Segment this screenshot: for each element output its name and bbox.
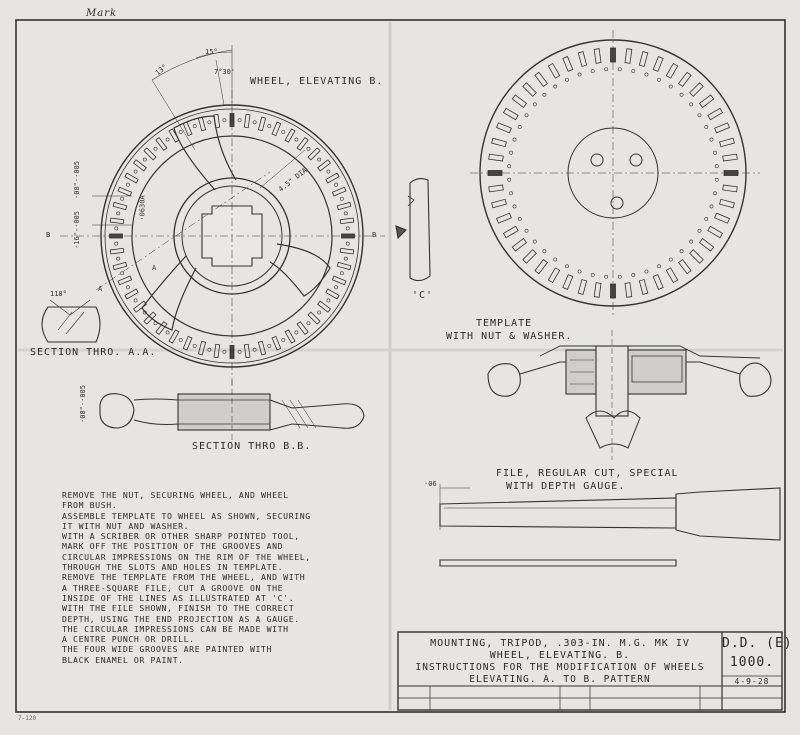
rim-impression [307,322,310,325]
rim-impression [680,250,683,253]
instruction-line: FROM BUSH. [62,500,118,511]
rim-groove [297,138,308,151]
instruction-line: A THREE-SQUARE FILE, CUT A GROOVE ON THE [62,582,284,593]
rim-groove [720,199,735,207]
rim-impression [565,78,568,81]
template-title-line2: WITH NUT & WASHER. [446,331,573,342]
rim-impression [632,273,635,276]
rim-impression [533,240,536,243]
rim-groove [503,226,518,237]
signature: Mark [86,8,118,19]
rim-groove [611,48,616,62]
detail-c-view [396,179,430,281]
dim-groove-width-1: ·08"-·005 [72,161,81,199]
rim-groove [118,276,132,285]
rim-impression [134,170,137,173]
rim-groove [724,171,738,176]
rim-impression [715,178,718,181]
rim-impression [340,272,343,275]
title-line-mounting: MOUNTING, TRIPOD, .303-IN. M.G. MK IV [430,638,690,649]
rim-groove [332,276,346,285]
rim-impression [705,217,708,220]
title-line-instructions: INSTRUCTIONS FOR THE MODIFICATION OF WHEELS [415,662,705,673]
rim-groove [110,248,123,254]
rim-impression [713,151,716,154]
rim-impression [117,257,120,260]
rim-groove [169,129,179,142]
rim-groove [690,83,703,96]
rim-impression [282,130,285,133]
rim-impression [605,275,608,278]
rim-groove [230,346,234,359]
rim-impression [126,286,129,289]
rim-groove [183,336,192,350]
instruction-line: INSIDE OF THE LINES AS ILLUSTRATED AT 'C'. [62,592,295,603]
rim-impression [318,311,321,314]
rim-impression [533,103,536,106]
drawing-date: 4-9-28 [734,677,770,686]
rim-impression [525,229,528,232]
rim-groove [708,108,723,119]
rim-impression [179,338,182,341]
dim-file-depth: ·06 [424,480,437,488]
rim-groove [272,122,281,136]
corner-mark: 7-120 [18,715,37,722]
rim-groove [110,218,123,224]
rim-groove [548,268,559,283]
template-title-line1: TEMPLATE [476,318,533,329]
instruction-line: ASSEMBLE TEMPLATE TO WHEEL AS SHOWN, SECURING [62,510,311,521]
rim-impression [618,68,621,71]
rim-impression [518,217,521,220]
rim-impression [698,229,701,232]
rim-groove [512,239,526,251]
rim-groove [342,234,355,238]
rim-groove [134,160,147,171]
detail-c-label: 'C' [412,290,434,301]
rim-impression [334,183,337,186]
rim-groove [488,171,502,176]
rim-impression [268,125,271,128]
instruction-line: A CENTRE PUNCH OR DRILL. [62,634,195,645]
rim-groove [563,275,573,290]
rim-impression [344,212,347,215]
rim-impression [645,270,648,273]
instruction-line: WITH A SCRIBER OR OTHER SHARP POINTED TOOL, [62,531,300,542]
rim-impression [591,69,594,72]
rim-impression [509,192,512,195]
rim-impression [690,103,693,106]
rim-groove [503,108,518,119]
rim-groove [492,199,507,207]
rim-groove [156,322,167,335]
rim-impression [346,227,349,230]
rim-groove [110,234,123,238]
rim-groove [563,57,573,72]
section-aa-label: SECTION THRO. A.A. [30,347,157,358]
rim-impression [669,85,672,88]
rim-groove [326,173,339,183]
rim-groove [297,322,308,335]
drawing-number: 1000. [729,655,775,670]
rim-groove [244,114,250,127]
rim-groove [258,117,265,131]
instruction-line: THROUGH THE SLOTS AND HOLES IN TEMPLATE. [62,562,284,573]
rim-impression [193,344,196,347]
rim-impression [193,125,196,128]
dim-groove-width-2: ·16"-·005 [72,211,81,249]
rim-groove [318,301,331,312]
rim-groove [512,95,526,107]
rim-impression [618,275,621,278]
rim-groove [666,63,677,78]
rim-groove [690,250,703,263]
rim-groove [679,72,691,86]
rim-groove [625,49,632,64]
template-view [470,30,760,318]
rim-impression [690,240,693,243]
rim-groove [489,154,504,161]
rim-impression [327,170,330,173]
rim-groove [625,283,632,298]
rim-impression [166,331,169,334]
rim-impression [179,130,182,133]
rim-groove [492,138,507,146]
rim-impression [346,242,349,245]
rim-impression [223,119,226,122]
rim-impression [513,138,516,141]
rim-groove [548,63,559,78]
rim-groove [198,117,205,131]
rim-impression [268,344,271,347]
section-bb-view [100,380,364,440]
rim-impression [208,121,211,124]
rim-impression [307,147,310,150]
rim-groove [535,260,547,274]
rim-groove [715,213,730,223]
title-line-pattern: ELEVATING. A. TO B. PATTERN [469,674,651,685]
rim-groove [285,330,295,343]
rim-impression [554,258,557,261]
rim-impression [318,158,321,161]
rim-impression [334,286,337,289]
rim-groove [700,239,714,251]
rim-impression [154,322,157,325]
rim-groove [535,72,547,86]
rim-groove [169,330,179,343]
file-title-line2: WITH DEPTH GAUGE. [506,481,626,492]
rim-groove [332,187,346,196]
rim-impression [121,272,124,275]
rim-impression [591,273,594,276]
file-with-depth-gauge [440,484,780,566]
section-mark-b-left: B [46,231,51,239]
rim-impression [340,197,343,200]
dim-angle-118: 118° [50,290,67,298]
dim-angle-730: 7°30' [214,68,236,76]
rim-impression [295,138,298,141]
dim-diameter: 4.5" DIA [277,166,309,194]
rim-impression [115,227,118,230]
rim-impression [578,73,581,76]
rim-groove [720,138,735,146]
rim-impression [508,165,511,168]
instruction-line: REMOVE THE TEMPLATE FROM THE WHEEL, AND WITH [62,572,306,583]
rim-groove [113,262,127,269]
rim-impression [121,197,124,200]
rim-impression [115,242,118,245]
rim-groove [723,185,738,192]
rim-impression [710,205,713,208]
rim-groove [258,341,265,355]
rim-impression [143,158,146,161]
rim-impression [513,205,516,208]
instruction-line: WITH THE FILE SHOWN, FINISH TO THE CORRECT [62,603,295,614]
rim-impression [295,331,298,334]
instruction-line: DEPTH, USING THE END PROJECTION AS A GAUGE. [62,613,300,624]
section-bb-label: SECTION THRO B.B. [192,441,312,452]
rim-impression [657,265,660,268]
rim-groove [639,280,647,295]
rim-impression [680,93,683,96]
rim-groove [611,284,616,298]
rim-groove [666,268,677,283]
rim-impression [525,114,528,117]
instruction-line: THE CIRCULAR IMPRESSIONS CAN BE MADE WITH [62,623,289,634]
instructions-text [62,490,382,665]
rim-impression [154,147,157,150]
rim-groove [125,289,138,299]
rim-groove [594,49,601,64]
rim-impression [578,270,581,273]
rim-groove [700,95,714,107]
rim-groove [723,154,738,161]
rim-groove [326,289,339,299]
instruction-line: THE FOUR WIDE GROOVES ARE PAINTED WITH [62,644,273,655]
rim-impression [715,165,718,168]
instruction-line: MARK OFF THE POSITION OF THE GROOVES AND [62,541,284,552]
section-aa-view [42,300,100,342]
rim-groove [198,341,205,355]
rim-impression [645,73,648,76]
rim-impression [344,257,347,260]
rim-impression [134,299,137,302]
rim-impression [669,258,672,261]
dim-angle-15: 15° [205,48,218,56]
drawing-series: D.D. (E) [722,636,793,651]
section-mark-b-right: B [372,231,377,239]
rim-impression [605,68,608,71]
rim-groove [653,57,663,72]
wheel-elevating-b-view [60,45,385,385]
instruction-line: REMOVE THE NUT, SECURING WHEEL, AND WHEEL [62,490,289,500]
section-mark-a-lower: A [98,285,103,293]
rim-groove [497,213,512,223]
dim-section-bb: ·08"-·005 [78,385,87,423]
rim-groove [113,202,127,209]
rim-groove [679,260,691,274]
rim-impression [710,138,713,141]
rim-groove [183,122,192,136]
rim-groove [156,138,167,151]
rim-impression [705,125,708,128]
section-mark-a-upper: A [152,264,157,272]
rim-impression [543,93,546,96]
rim-impression [632,69,635,72]
rim-impression [518,125,521,128]
rim-groove [578,52,586,67]
wheel-title: WHEEL, ELEVATING B. [250,76,384,87]
instruction-line: CIRCULAR IMPRESSIONS ON THE RIM OF THE WHEEL, [62,551,311,562]
rim-groove [272,336,281,350]
rim-groove [715,123,730,133]
rim-groove [337,202,351,209]
rim-groove [125,173,138,183]
rim-groove [708,226,723,237]
rim-impression [543,250,546,253]
rim-groove [285,129,295,142]
rim-impression [713,192,716,195]
instruction-line: IT WITH NUT AND WASHER. [62,520,190,531]
rim-groove [118,187,132,196]
rim-groove [337,262,351,269]
rim-impression [657,78,660,81]
rim-impression [508,178,511,181]
rim-impression [238,119,241,122]
instruction-line: BLACK ENAMEL OR PAINT. [62,654,184,665]
rim-groove [523,250,536,263]
rim-impression [166,138,169,141]
dim-angle-13: 13° [153,62,169,78]
rim-groove [523,83,536,96]
rim-impression [698,114,701,117]
rim-impression [565,265,568,268]
rim-groove [578,280,586,295]
rim-groove [497,123,512,133]
rim-impression [117,212,120,215]
rim-groove [594,283,601,298]
rim-groove [340,218,353,224]
rim-groove [639,52,647,67]
rim-impression [282,338,285,341]
rim-impression [554,85,557,88]
rim-impression [509,151,512,154]
rim-impression [327,299,330,302]
rim-groove [489,185,504,192]
rim-impression [253,121,256,124]
file-title-line1: FILE, REGULAR CUT, SPECIAL [496,468,679,479]
dim-0630: ·0630A [138,195,147,221]
rim-groove [230,114,234,127]
rim-groove [653,275,663,290]
rim-impression [126,183,129,186]
rim-groove [340,248,353,254]
rim-groove [318,160,331,171]
title-line-wheel: WHEEL, ELEVATING. B. [489,650,631,661]
